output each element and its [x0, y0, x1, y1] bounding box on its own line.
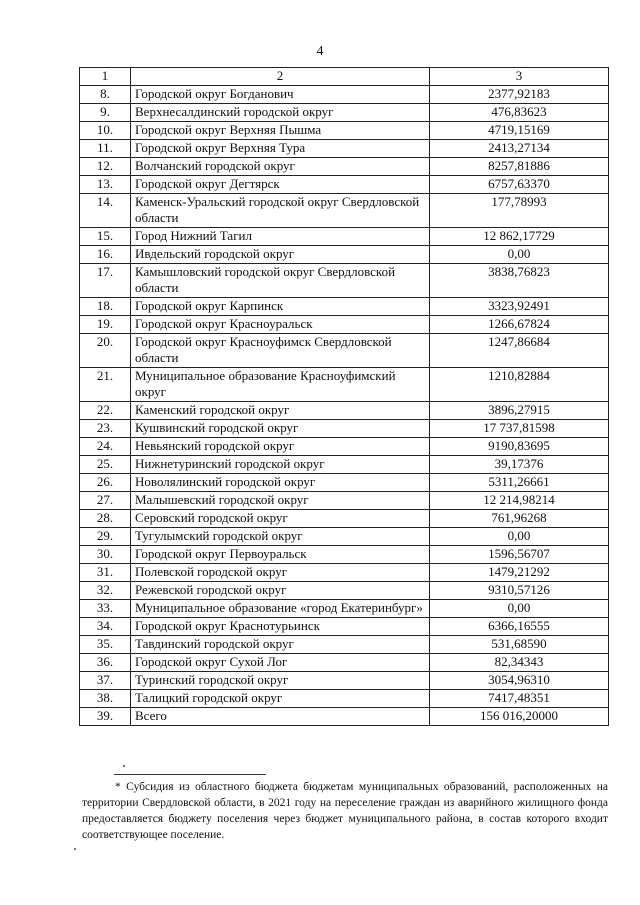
table-row [80, 368, 609, 402]
row-number-cell: 11. [80, 140, 131, 158]
row-value-cell: 761,96268 [430, 510, 609, 528]
table-row [80, 546, 609, 564]
row-value-cell: 0,00 [430, 528, 609, 546]
row-number-cell: 19. [80, 316, 131, 334]
row-value-cell: 3896,27915 [430, 402, 609, 420]
row-number-cell: 29. [80, 528, 131, 546]
row-name-cell: Малышевский городской округ [131, 492, 430, 510]
footnote-separator [114, 774, 266, 775]
row-value-cell: 8257,81886 [430, 158, 609, 176]
row-name-cell: Тугулымский городской округ [131, 528, 430, 546]
row-name-cell: Туринский городской округ [131, 672, 430, 690]
table-row [80, 158, 609, 176]
row-number-cell: 21. [80, 368, 131, 402]
row-number-cell: 24. [80, 438, 131, 456]
subsidy-table-body [80, 68, 609, 726]
table-row [80, 176, 609, 194]
table-row [80, 690, 609, 708]
row-number-cell: 38. [80, 690, 131, 708]
row-name-cell: Городской округ Карпинск [131, 298, 430, 316]
table-row [80, 122, 609, 140]
row-number-cell: 31. [80, 564, 131, 582]
row-name-cell: Каменск-Уральский городской округ Свердловской области [131, 194, 430, 228]
table-row [80, 528, 609, 546]
row-name-cell: Городской округ Красноуральск [131, 316, 430, 334]
scan-mark [74, 848, 76, 850]
row-value-cell: 0,00 [430, 246, 609, 264]
row-number-cell: 35. [80, 636, 131, 654]
header-cell-name: 2 [131, 68, 430, 86]
row-name-cell: Нижнетуринский городской округ [131, 456, 430, 474]
row-value-cell: 1210,82884 [430, 368, 609, 402]
table-row [80, 104, 609, 122]
row-number-cell: 16. [80, 246, 131, 264]
row-name-cell: Ивдельский городской округ [131, 246, 430, 264]
table-row [80, 456, 609, 474]
table-row [80, 140, 609, 158]
row-value-cell: 9190,83695 [430, 438, 609, 456]
row-name-cell: Каменский городской округ [131, 402, 430, 420]
row-value-cell: 7417,48351 [430, 690, 609, 708]
header-cell-value: 3 [430, 68, 609, 86]
row-name-cell: Город Нижний Тагил [131, 228, 430, 246]
table-row [80, 600, 609, 618]
row-name-cell: Кушвинский городской округ [131, 420, 430, 438]
table-row [80, 582, 609, 600]
table-row [80, 672, 609, 690]
row-number-cell: 17. [80, 264, 131, 298]
table-row [80, 492, 609, 510]
table-row [80, 334, 609, 368]
row-name-cell: Городской округ Красноуфимск Свердловской области [131, 334, 430, 368]
row-value-cell: 531,68590 [430, 636, 609, 654]
row-name-cell: Волчанский городской округ [131, 158, 430, 176]
table-row [80, 564, 609, 582]
row-name-cell: Талицкий городской округ [131, 690, 430, 708]
row-number-cell: 32. [80, 582, 131, 600]
row-number-cell: 9. [80, 104, 131, 122]
row-value-cell: 1596,56707 [430, 546, 609, 564]
row-name-cell: Муниципальное образование Красноуфимский округ [131, 368, 430, 402]
row-value-cell: 6366,16555 [430, 618, 609, 636]
row-number-cell: 34. [80, 618, 131, 636]
row-name-cell: Городской округ Верхняя Пышма [131, 122, 430, 140]
row-number-cell: 10. [80, 122, 131, 140]
row-name-cell: Серовский городской округ [131, 510, 430, 528]
row-number-cell: 37. [80, 672, 131, 690]
row-number-cell: 13. [80, 176, 131, 194]
row-value-cell: 2413,27134 [430, 140, 609, 158]
row-value-cell: 3323,92491 [430, 298, 609, 316]
row-name-cell: Городской округ Сухой Лог [131, 654, 430, 672]
page-number: 4 [316, 44, 324, 59]
row-name-cell: Муниципальное образование «город Екатеринбург» [131, 600, 430, 618]
row-value-cell: 6757,63370 [430, 176, 609, 194]
row-value-cell: 2377,92183 [430, 86, 609, 104]
row-name-cell: Новолялинский городской округ [131, 474, 430, 492]
subsidy-table [79, 67, 609, 726]
table-row [80, 420, 609, 438]
table-row [80, 228, 609, 246]
row-name-cell: Городской округ Первоуральск [131, 546, 430, 564]
row-number-cell: 20. [80, 334, 131, 368]
row-number-cell: 28. [80, 510, 131, 528]
row-number-cell: 26. [80, 474, 131, 492]
table-row [80, 298, 609, 316]
table-row [80, 636, 609, 654]
footnote [82, 779, 608, 843]
row-name-cell: Верхнесалдинский городской округ [131, 104, 430, 122]
row-name-cell: Городской округ Краснотурьинск [131, 618, 430, 636]
row-value-cell: 82,34343 [430, 654, 609, 672]
row-value-cell: 17 737,81598 [430, 420, 609, 438]
row-value-cell: 3054,96310 [430, 672, 609, 690]
row-number-cell: 12. [80, 158, 131, 176]
row-value-cell: 1266,67824 [430, 316, 609, 334]
row-value-cell: 0,00 [430, 600, 609, 618]
row-value-cell: 1479,21292 [430, 564, 609, 582]
row-number-cell: 8. [80, 86, 131, 104]
table-header-row [80, 68, 609, 86]
row-value-cell: 156 016,20000 [430, 708, 609, 726]
row-name-cell: Городской округ Верхняя Тура [131, 140, 430, 158]
row-number-cell: 27. [80, 492, 131, 510]
scan-mark [123, 765, 125, 767]
row-value-cell: 476,83623 [430, 104, 609, 122]
table-row [80, 264, 609, 298]
row-name-cell: Всего [131, 708, 430, 726]
row-name-cell: Полевской городской округ [131, 564, 430, 582]
row-value-cell: 12 214,98214 [430, 492, 609, 510]
table-row [80, 510, 609, 528]
row-value-cell: 4719,15169 [430, 122, 609, 140]
row-value-cell: 1247,86684 [430, 334, 609, 368]
row-value-cell: 9310,57126 [430, 582, 609, 600]
row-name-cell: Тавдинский городской округ [131, 636, 430, 654]
table-row [80, 654, 609, 672]
row-value-cell: 5311,26661 [430, 474, 609, 492]
row-value-cell: 12 862,17729 [430, 228, 609, 246]
row-value-cell: 3838,76823 [430, 264, 609, 298]
header-cell-number: 1 [80, 68, 131, 86]
table-row [80, 402, 609, 420]
row-number-cell: 36. [80, 654, 131, 672]
footnote-text: * Субсидия из областного бюджета бюджетам муниципальных образований, расположенных на территории Свердловской области, в 2021 году на переселение граждан из аварийного жилищного фонда предоставляется бюджету поселения через бюджет муниципального района, в состав которого входит соответствующее поселение. [82, 781, 608, 841]
row-number-cell: 18. [80, 298, 131, 316]
row-number-cell: 15. [80, 228, 131, 246]
table-row [80, 618, 609, 636]
table-row [80, 438, 609, 456]
table-row [80, 474, 609, 492]
row-name-cell: Городской округ Дегтярск [131, 176, 430, 194]
table-row [80, 708, 609, 726]
row-number-cell: 25. [80, 456, 131, 474]
row-value-cell: 39,17376 [430, 456, 609, 474]
row-number-cell: 30. [80, 546, 131, 564]
row-number-cell: 33. [80, 600, 131, 618]
row-name-cell: Городской округ Богданович [131, 86, 430, 104]
row-name-cell: Режевской городской округ [131, 582, 430, 600]
row-value-cell: 177,78993 [430, 194, 609, 228]
row-name-cell: Невьянский городской округ [131, 438, 430, 456]
row-name-cell: Камышловский городской округ Свердловской области [131, 264, 430, 298]
table-row [80, 246, 609, 264]
row-number-cell: 22. [80, 402, 131, 420]
table-row [80, 316, 609, 334]
row-number-cell: 23. [80, 420, 131, 438]
table-row [80, 194, 609, 228]
table-row [80, 86, 609, 104]
row-number-cell: 39. [80, 708, 131, 726]
row-number-cell: 14. [80, 194, 131, 228]
